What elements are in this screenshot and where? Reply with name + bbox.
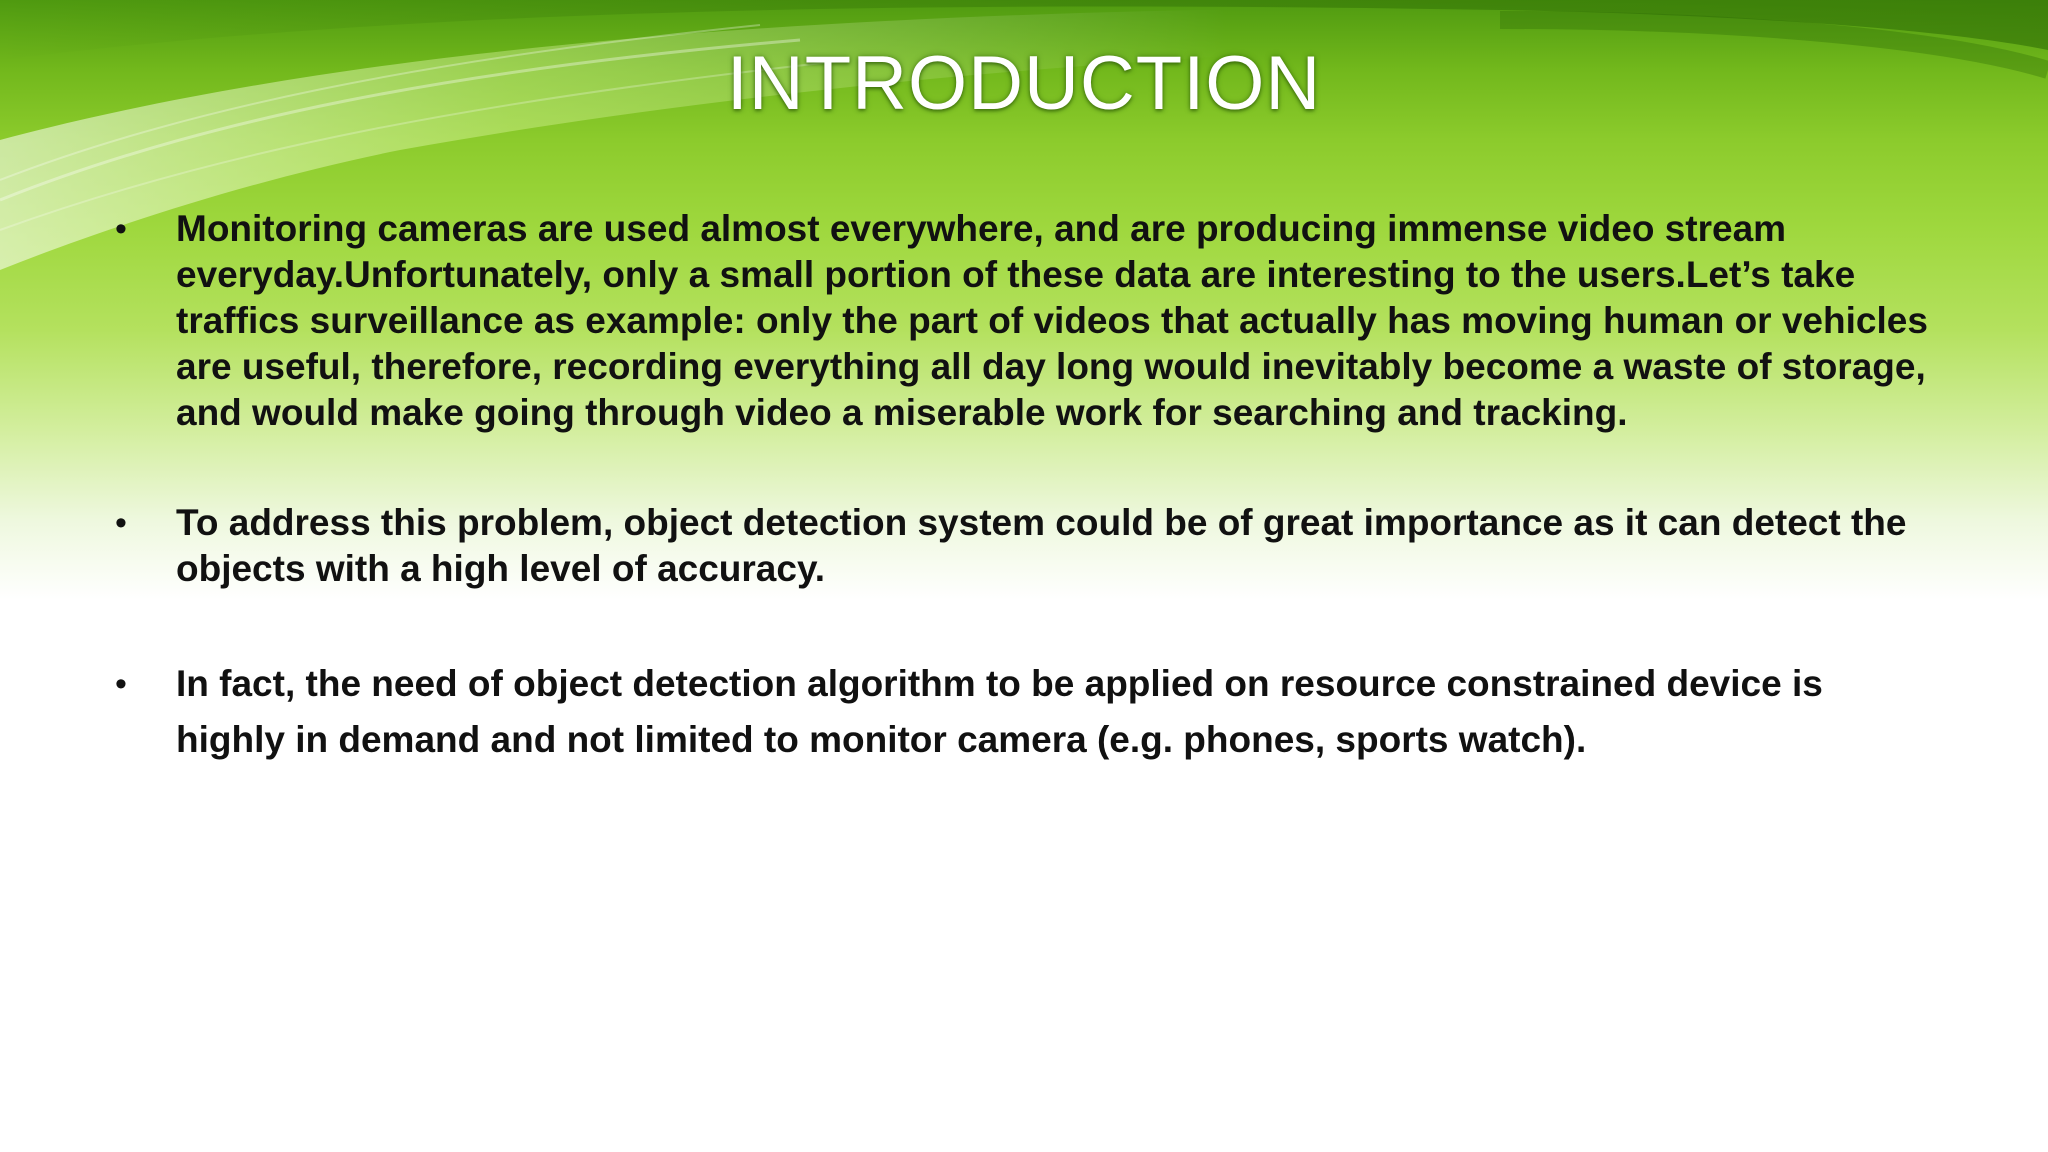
- bullet-point-icon: •: [115, 504, 127, 542]
- bullet-list: [115, 206, 1935, 768]
- bullet-item: [115, 656, 1935, 768]
- bullet-text: Monitoring cameras are used almost everywhere, and are producing immense video stream everyday.Unfortunately, only a small portion of these data are interesting to the users.Let’s take traffics surveillance as example: only the part of videos that actually has moving human or vehicles are useful, therefore, recording everything all day long would inevitably become a waste of storage, and would make going through video a miserable work for searching and tracking.: [176, 208, 1928, 433]
- slide-title: INTRODUCTION: [726, 41, 1322, 126]
- bullet-point-icon: •: [115, 665, 127, 703]
- bullet-point-icon: •: [115, 210, 127, 248]
- bullet-text: In fact, the need of object detection algorithm to be applied on resource constrained device is highly in demand and not limited to monitor camera (e.g. phones, sports watch).: [176, 663, 1823, 760]
- bullet-item: [115, 206, 1935, 436]
- bullet-item: [115, 500, 1935, 592]
- bullet-text: To address this problem, object detection system could be of great importance as it can detect the objects with a high level of accuracy.: [176, 502, 1907, 589]
